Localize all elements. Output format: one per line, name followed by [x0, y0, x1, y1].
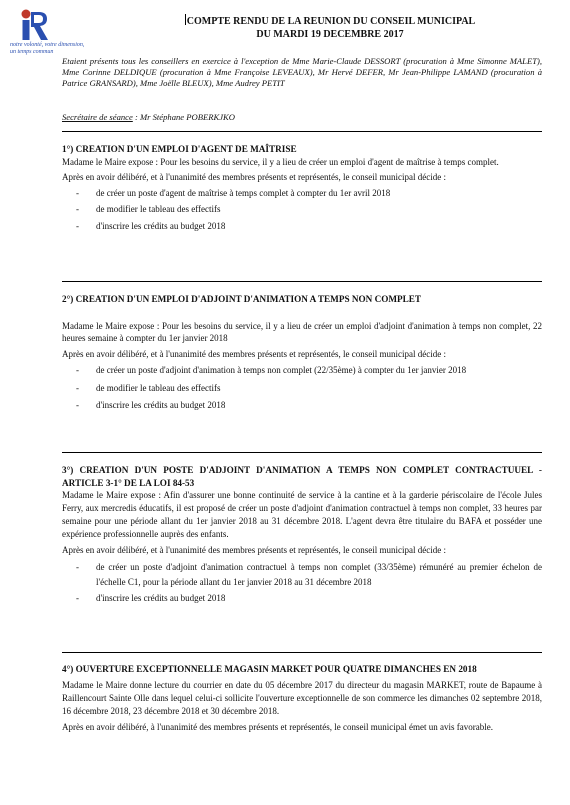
section-paragraph: Après en avoir délibéré, à l'unanimité des membres présents et représentés, le conseil municipal émet un avis favorable.: [62, 721, 493, 732]
decision-list: [62, 363, 542, 411]
decision-list: [62, 560, 542, 605]
section-paragraph: Après en avoir délibéré, et à l'unanimité des membres présents et représentés, le conseil municipal décide :: [62, 545, 446, 555]
logo-mark-icon: [13, 6, 53, 42]
list-item: - de créer un poste d'adjoint d'animation à temps non complet (22/35ème) à compter du 1er janvier 2018: [62, 363, 542, 378]
section-paragraph: Madame le Maire expose : Pour les besoins du service, il y a lieu de créer un emploi d'agent de maîtrise à temps complet.: [62, 156, 499, 167]
section-heading: 3°) CREATION D'UN POSTE D'ADJOINT D'ANIMATION A TEMPS NON COMPLET CONTRACTUUEL - ARTICLE 3-1° DE LA LOI 84-53: [62, 465, 542, 488]
logo-tagline: notre volonté, votre dimension, un temps commun: [10, 42, 85, 55]
section-paragraph: Après en avoir délibéré, et à l'unanimité des membres présents et représentés, le conseil municipal décide :: [62, 348, 446, 359]
divider: [62, 281, 542, 282]
section-paragraph: Madame le Maire donne lecture du courrier en date du 05 décembre 2017 du directeur du magasin MARKET, route de Bapaume à Raillencourt Sainte Olle dans lequel celui-ci sollicite l'ouverture exceptionnelle de son commerce les dimanches 02 septembre 2018, 16 décembre 2018, 23 décembre 2018 et 30 décembre 2018.: [62, 679, 542, 716]
attendance-paragraph: Etaient présents tous les conseillers en exercice à l'exception de Mme Marie-Claude DESSORT (procuration à Mme Simonne MALET), Mme Corinne DELDIQUE (procuration à Mme Françoise LEVEAUX), Mr Hervé DEFER, Mr Jean-Philippe LAMAND (procuration à Patrice GRANSARD), Mme Joëlle BLEUX), Mme Audrey PETIT: [62, 56, 542, 88]
divider: [62, 131, 542, 132]
section-heading: 1°) CREATION D'UN EMPLOI D'AGENT DE MAÎTRISE: [62, 144, 297, 154]
list-item: - de modifier le tableau des effectifs: [62, 382, 542, 395]
secretary-value: : Mr Stéphane POBERKJKO: [132, 112, 235, 122]
section-paragraph: Madame le Maire expose : Afin d'assurer une bonne continuité de service à la cantine et à la garderie périscolaire de l'école Jules Ferry, aux mercredis éducatifs, il est proposé de créer un poste d'adjoint d'animation contractuel à temps non complet, 33 heures par semaine pour une période allant du 1er janvier 2018 au 31 décembre 2018. L'agent devra être titulaire du BAFA et posséder une expérience professionnelle auprès des enfants.: [62, 490, 542, 539]
divider: [62, 452, 542, 453]
list-item: - d'inscrire les crédits au budget 2018: [62, 399, 542, 412]
text-cursor: [185, 14, 186, 25]
secretary-line: [62, 112, 235, 122]
list-item: - d'inscrire les crédits au budget 2018: [62, 592, 542, 605]
document-title: [120, 14, 540, 41]
decision-list: [62, 187, 542, 233]
section-1: [62, 143, 542, 232]
list-item: - de créer un poste d'adjoint d'animation contractuel à temps non complet (33/35ème) rémunéré au premier échelon de l'échelle C1, pour la période allant du 1er janvier 2018 au 31 décembre 2018: [62, 560, 542, 590]
divider: [62, 652, 542, 653]
list-item: - d'inscrire les crédits au budget 2018: [62, 220, 542, 233]
section-4: [62, 663, 542, 733]
list-item: - de créer un poste d'agent de maîtrise à temps complet à compter du 1er avril 2018: [62, 187, 542, 200]
section-paragraph: Après en avoir délibéré, et à l'unanimité des membres présents et représentés, le conseil municipal décide :: [62, 172, 446, 182]
title-line-2: DU MARDI 19 DECEMBRE 2017: [256, 29, 404, 40]
title-line-1: COMPTE RENDU DE LA REUNION DU CONSEIL MUNICIPAL: [186, 16, 476, 27]
section-3: [62, 464, 542, 604]
section-2: [62, 293, 542, 411]
section-paragraph: Madame le Maire expose : Pour les besoins du service, il y a lieu de créer un emploi d'adjoint d'animation à temps non complet, 22 heures semaine à compter du 1er janvier 2018: [62, 320, 542, 343]
secretary-label: Secrétaire de séance: [62, 112, 133, 122]
section-heading: 2°) CREATION D'UN EMPLOI D'ADJOINT D'ANIMATION A TEMPS NON COMPLET: [62, 294, 422, 304]
list-item: - de modifier le tableau des effectifs: [62, 203, 542, 216]
section-heading: 4°) OUVERTURE EXCEPTIONNELLE MAGASIN MARKET POUR QUATRE DIMANCHES EN 2018: [62, 664, 477, 674]
